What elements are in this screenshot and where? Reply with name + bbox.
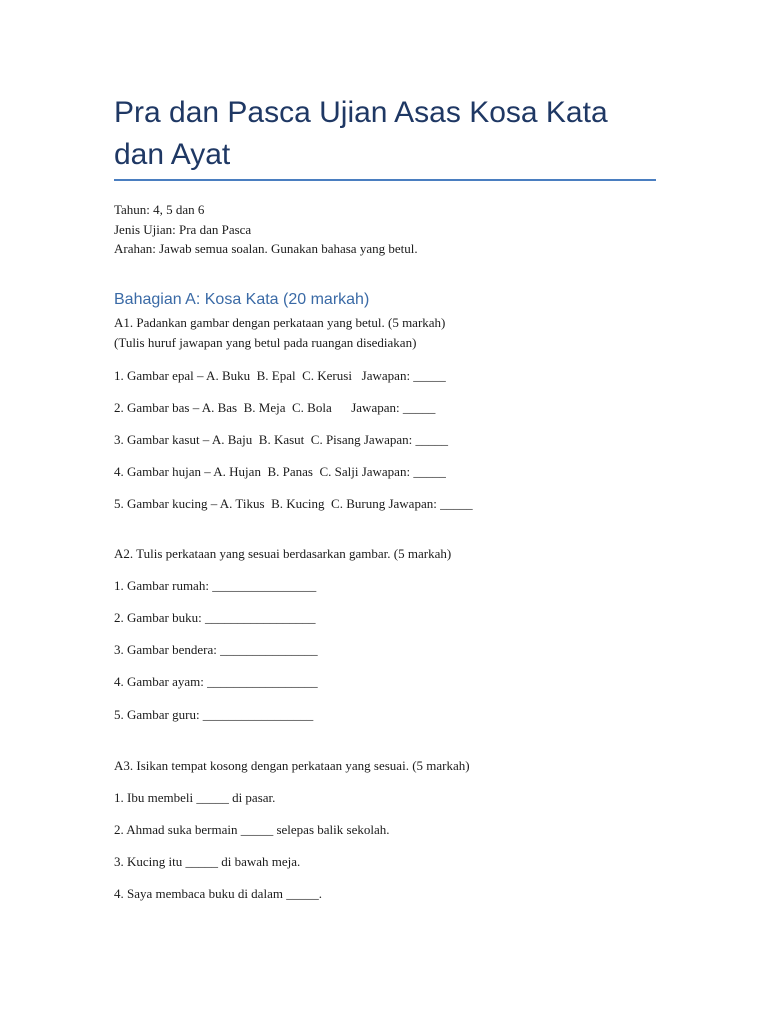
a3-title: A3. Isikan tempat kosong dengan perkataan yang sesuai. (5 markah) [114,758,470,773]
a2-item-3: 3. Gambar bendera: _______________ [114,642,318,657]
meta-exam-type: Jenis Ujian: Pra dan Pasca [114,221,252,237]
a2-item-5: 5. Gambar guru: _________________ [114,707,314,722]
a2-item-2: 2. Gambar buku: _________________ [114,610,316,625]
document-meta [114,200,418,259]
a3-item-1: 1. Ibu membeli _____ di pasar. [114,790,276,805]
a1-item-1: 1. Gambar epal – A. Buku B. Epal C. Kerusi Jawapan: _____ [114,368,446,383]
a2-item-1: 1. Gambar rumah: ________________ [114,578,317,593]
a3-item-4: 4. Saya membaca buku di dalam _____. [114,886,322,901]
meta-year: Tahun: 4, 5 dan 6 [114,202,205,217]
a1-item-5: 5. Gambar kucing – A. Tikus B. Kucing C. Burung Jawapan: _____ [114,496,473,511]
document-title: Pra dan Pasca Ujian Asas Kosa Kata dan Ayat [114,96,608,171]
a3-item-2: 2. Ahmad suka bermain _____ selepas balik sekolah. [114,822,390,837]
a1-title: A1. Padankan gambar dengan perkataan yang betul. (5 markah) [114,315,446,330]
title-underline [114,179,656,181]
meta-instruction: Arahan: Jawab semua soalan. Gunakan bahasa yang betul. [114,241,418,256]
a3-item-3: 3. Kucing itu _____ di bawah meja. [114,854,301,869]
a1-item-3: 3. Gambar kasut – A. Baju B. Kasut C. Pisang Jawapan: _____ [114,432,448,447]
a1-item-4: 4. Gambar hujan – A. Hujan B. Panas C. Salji Jawapan: _____ [114,464,446,479]
section-a-heading: Bahagian A: Kosa Kata (20 markah) [114,291,370,308]
a2-title: A2. Tulis perkataan yang sesuai berdasarkan gambar. (5 markah) [114,546,452,561]
a2-item-4: 4. Gambar ayam: _________________ [114,674,318,689]
a1-item-2: 2. Gambar bas – A. Bas B. Meja C. Bola Jawapan: _____ [114,400,436,415]
a1-note: (Tulis huruf jawapan yang betul pada ruangan disediakan) [114,335,417,350]
